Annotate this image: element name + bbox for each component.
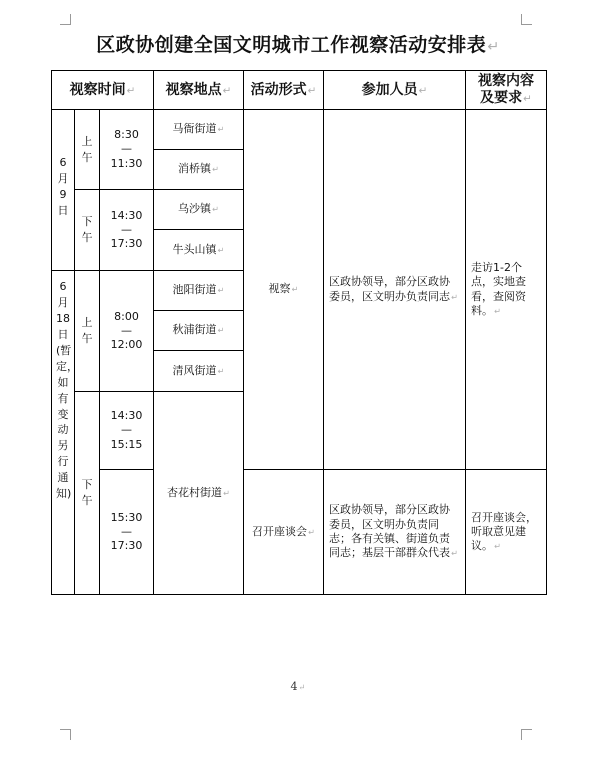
table-row xyxy=(52,470,547,529)
header-place: 视察地点↵ xyxy=(154,71,244,110)
time-pm-day1: 14:30 — 17:30 xyxy=(100,190,154,271)
time-pm2-day2: 15:30 — 17:30 xyxy=(100,470,154,595)
requirements-inspect: 走访1-2个点，实地查看，查阅资料。↵ xyxy=(466,110,547,470)
people-meeting: 区政协领导，部分区政协委员，区文明办负责同志；各有关镇、街道负责同志；基层干部群众代表↵ xyxy=(324,470,466,595)
period-pm-day2: 下午 xyxy=(75,392,100,595)
place-cell: 秋浦街道↵ xyxy=(154,311,244,351)
crop-mark-top-right xyxy=(521,14,532,25)
date-day2: 6月18日(暂定，如有变动另行通知) xyxy=(52,271,75,595)
crop-mark-bottom-left xyxy=(60,729,71,740)
table-row xyxy=(52,110,547,150)
people-inspect: 区政协领导，部分区政协委员，区文明办负责同志↵ xyxy=(324,110,466,470)
date-day1: 6月9日 xyxy=(52,110,75,271)
time-am-day1: 8:30 — 11:30 xyxy=(100,110,154,190)
schedule-table xyxy=(51,70,547,595)
form-inspect: 视察↵ xyxy=(244,110,324,470)
time-am-day2: 8:00 — 12:00 xyxy=(100,271,154,392)
header-people: 参加人员↵ xyxy=(324,71,466,110)
header-form: 活动形式↵ xyxy=(244,71,324,110)
period-am-day1: 上午 xyxy=(75,110,100,190)
page-number: 4↵ xyxy=(290,680,306,693)
crop-mark-top-left xyxy=(60,14,71,25)
requirements-meeting: 召开座谈会，听取意见建议。↵ xyxy=(466,470,547,595)
paragraph-mark: ↵ xyxy=(487,39,500,55)
header-requirements: 视察内容 及要求↵ xyxy=(466,71,547,110)
place-cell: 消桥镇↵ xyxy=(154,150,244,190)
header-time: 视察时间↵ xyxy=(52,71,154,110)
place-cell: 牛头山镇↵ xyxy=(154,230,244,271)
period-am-day2: 上午 xyxy=(75,271,100,392)
place-cell: 乌沙镇↵ xyxy=(154,190,244,230)
crop-mark-bottom-right xyxy=(521,729,532,740)
time-pm1-day2: 14:30 — 15:15 xyxy=(100,392,154,470)
form-meeting: 召开座谈会↵ xyxy=(244,470,324,595)
period-pm-day1: 下午 xyxy=(75,190,100,271)
header-row xyxy=(52,71,547,110)
place-cell: 池阳街道↵ xyxy=(154,271,244,311)
place-cell-pm-day2: 杏花村街道↵ xyxy=(154,392,244,595)
place-cell: 马衙街道↵ xyxy=(154,110,244,150)
document-title: 区政协创建全国文明城市工作视察活动安排表↵ xyxy=(96,34,500,56)
place-cell: 清风街道↵ xyxy=(154,351,244,392)
